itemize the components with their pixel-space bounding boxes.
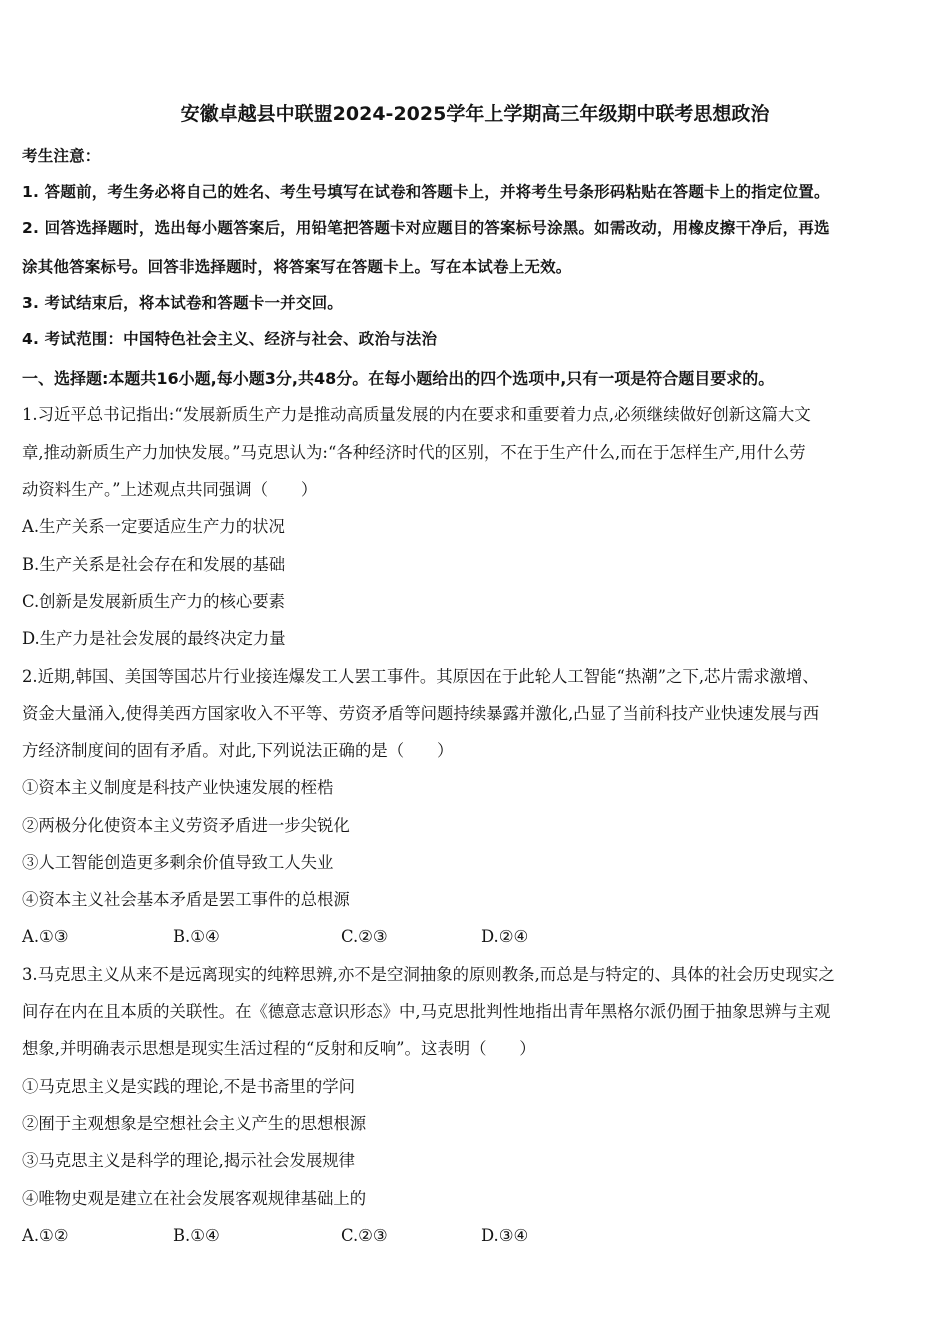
q1-option-a: A.生产关系一定要适应生产力的状况 [22, 517, 285, 536]
q2-stem-line: 方经济制度间的固有矛盾。对此,下列说法正确的是（ ） [22, 741, 454, 760]
q1-stem-line: 章,推动新质生产力加快发展。”马克思认为:“各种经济时代的区别，不在于生产什么,而在于怎样生产,用什么劳 [22, 443, 806, 462]
q3-stem-line: 3.马克思主义从来不是远离现实的纯粹思辨,亦不是空洞抽象的原则教条,而总是与特定的、具体的社会历史现实之 [22, 965, 835, 984]
q2-choice-a: A.①③ [22, 927, 69, 946]
q3-stem-line: 间存在内在且本质的关联性。在《德意志意识形态》中,马克思批判性地指出青年黑格尔派仍囿于抽象思辨与主观 [22, 1002, 831, 1021]
q2-statement-1: ①资本主义制度是科技产业快速发展的桎梏 [22, 778, 334, 797]
q1-stem-line: 1.习近平总书记指出:“发展新质生产力是推动高质量发展的内在要求和重要着力点,必须继续做好创新这篇大文 [22, 405, 811, 424]
notice-line-4: 3. 考试结束后，将本试卷和答题卡一并交回。 [22, 294, 343, 312]
notice-line-1: 1. 答题前，考生务必将自己的姓名、考生号填写在试卷和答题卡上，并将考生号条形码粘贴在答题卡上的指定位置。 [22, 183, 830, 201]
q2-stem-line: 2.近期,韩国、美国等国芯片行业接连爆发工人罢工事件。其原因在于此轮人工智能“热潮”之下,芯片需求激增、 [22, 667, 819, 686]
notice-line-2: 2. 回答选择题时，选出每小题答案后，用铅笔把答题卡对应题目的答案标号涂黑。如需改动，用橡皮擦干净后，再选 [22, 219, 830, 237]
q3-statement-3: ③马克思主义是科学的理论,揭示社会发展规律 [22, 1151, 356, 1170]
q3-statement-4: ④唯物史观是建立在社会发展客观规律基础上的 [22, 1189, 367, 1208]
q2-stem-line: 资金大量涌入,使得美西方国家收入不平等、劳资矛盾等问题持续暴露并激化,凸显了当前科技产业快速发展与西 [22, 704, 820, 723]
q3-stem-line: 想象,并明确表示思想是现实生活过程的“反射和反响”。这表明（ ） [22, 1039, 536, 1058]
q3-choice-b: B.①④ [173, 1226, 220, 1245]
q1-option-d: D.生产力是社会发展的最终决定力量 [22, 629, 286, 648]
q1-stem-line: 动资料生产。”上述观点共同强调（ ） [22, 480, 318, 499]
q3-choice-c: C.②③ [341, 1226, 388, 1245]
q2-choice-b: B.①④ [173, 927, 220, 946]
q3-choice-d: D.③④ [481, 1226, 529, 1245]
notice-heading: 考生注意： [22, 147, 101, 165]
q3-choices [22, 1223, 622, 1249]
q3-statement-2: ②囿于主观想象是空想社会主义产生的思想根源 [22, 1114, 367, 1133]
notice-line-5: 4. 考试范围：中国特色社会主义、经济与社会、政治与法治 [22, 330, 438, 348]
exam-title: 安徽卓越县中联盟2024-2025学年上学期高三年级期中联考思想政治 [180, 103, 770, 125]
q3-statement-1: ①马克思主义是实践的理论,不是书斋里的学问 [22, 1077, 356, 1096]
q1-option-b: B.生产关系是社会存在和发展的基础 [22, 555, 286, 574]
q3-choice-a: A.①② [22, 1226, 69, 1245]
q2-statement-4: ④资本主义社会基本矛盾是罢工事件的总根源 [22, 890, 350, 909]
q2-statement-3: ③人工智能创造更多剩余价值导致工人失业 [22, 853, 334, 872]
q2-statement-2: ②两极分化使资本主义劳资矛盾进一步尖锐化 [22, 816, 350, 835]
q2-choices [22, 924, 622, 950]
q2-choice-d: D.②④ [481, 927, 529, 946]
section-heading: 一、选择题:本题共16小题,每小题3分,共48分。在每小题给出的四个选项中,只有一项是符合题目要求的。 [22, 369, 775, 388]
q1-option-c: C.创新是发展新质生产力的核心要素 [22, 592, 286, 611]
notice-line-3: 涂其他答案标号。回答非选择题时，将答案写在答题卡上。写在本试卷上无效。 [22, 258, 572, 276]
q2-choice-c: C.②③ [341, 927, 388, 946]
